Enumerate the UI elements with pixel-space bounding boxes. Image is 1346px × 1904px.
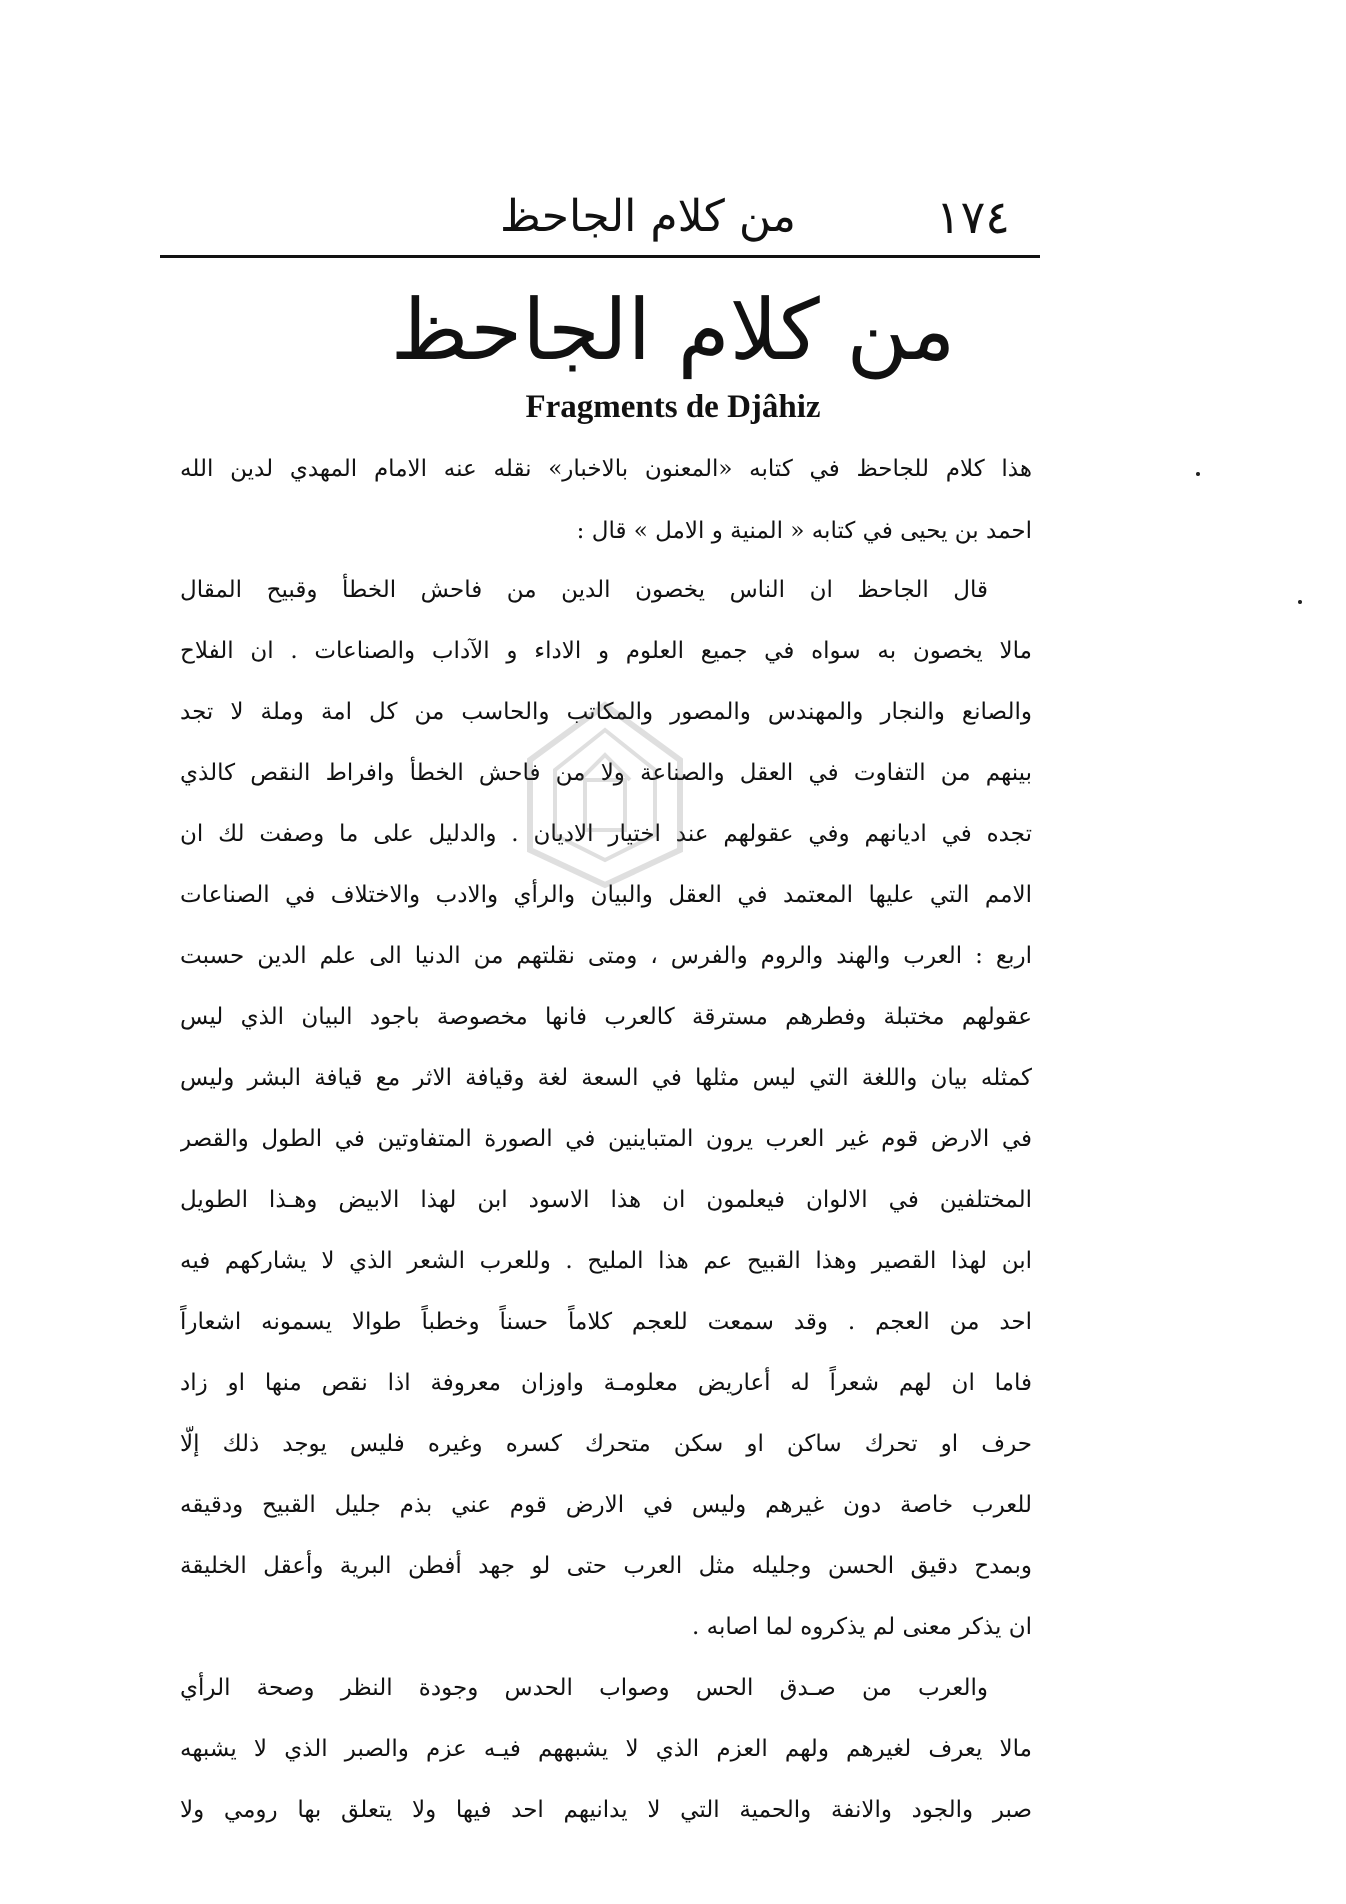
- body-line: ان يذكر معنى لم يذكروه لما اصابه .: [692, 1614, 1032, 1640]
- body-line: كمثله بيان واللغة التي ليس مثلها في السعة لغة وقيافة الاثر مع قيافة البشر وليس: [180, 1065, 1032, 1091]
- stray-mark: [1196, 472, 1200, 476]
- header-rule: [160, 255, 1040, 258]
- body-line: حرف او تحرك ساكن او سكن متحرك كسره وغيره فليس يوجد ذلك إلّا: [180, 1431, 1032, 1457]
- page-number: ١٧٤: [935, 190, 1010, 244]
- body-line: فاما ان لهم شعراً له أعاريض معلومـة واوزان معروفة اذا نقص منها او زاد: [180, 1370, 1032, 1396]
- body-line: قال الجاحظ ان الناس يخصون الدين من فاحش الخطأ وقبيح المقال: [180, 577, 988, 603]
- body-line: المختلفين في الالوان فيعلمون ان هذا الاسود ابن لهذا الابيض وهـذا الطويل: [180, 1187, 1032, 1213]
- body-line: مالا يعرف لغيرهم ولهم العزم الذي لا يشبههم فيـه عزم والصبر الذي لا يشبهه: [180, 1736, 1032, 1762]
- stray-mark: [1298, 600, 1302, 604]
- running-title: من كلام الجاحظ: [500, 191, 796, 242]
- running-header: [160, 182, 1040, 252]
- body-line: الامم التي عليها المعتمد في العقل والبيان والرأي والادب والاختلاف في الصناعات: [180, 882, 1032, 908]
- chapter-title-arabic: من كلام الجاحظ: [390, 281, 956, 379]
- body-line: والعرب من صـدق الحس وصواب الحدس وجودة النظر وصحة الرأي: [180, 1675, 988, 1701]
- body-line: عقولهم مختبلة وفطرهم مسترقة كالعرب فانها مخصوصة باجود البيان الذي ليس: [180, 1004, 1032, 1030]
- body-line: ابن لهذا القصير وهذا القبيح عم هذا المليح . وللعرب الشعر الذي لا يشاركهم فيه: [180, 1248, 1032, 1274]
- body-line: صبر والجود والانفة والحمية التي لا يدانيهم احد فيها ولا يتعلق بها رومي ولا: [180, 1797, 1032, 1823]
- intro-line: احمد بن يحيى في كتابه « المنية و الامل » قال :: [576, 518, 1032, 544]
- body-line: للعرب خاصة دون غيرهم وليس في الارض قوم عني بذم جليل القبيح ودقيقه: [180, 1492, 1032, 1518]
- body-line: والصانع والنجار والمهندس والمصور والمكاتب والحاسب من كل امة وملة لا تجد: [180, 699, 1032, 725]
- intro-line: هذا كلام للجاحظ في كتابه «المعنون بالاخبار» نقله عنه الامام المهدي لدين الله: [180, 456, 1032, 482]
- library-watermark-icon: [520, 700, 690, 890]
- body-line: تجده في اديانهم وفي عقولهم عند اختيار الاديان . والدليل على ما وصفت لك ان: [180, 821, 1032, 847]
- body-line: اربع : العرب والهند والروم والفرس ، ومتى نقلتهم من الدنيا الى علم الدين حسبت: [180, 943, 1032, 969]
- body-line: في الارض قوم غير العرب يرون المتباينين في الصورة المتفاوتين في الطول والقصر: [180, 1126, 1032, 1152]
- body-line: مالا يخصون به سواه في جميع العلوم و الاداء و الآداب والصناعات . ان الفلاح: [180, 638, 1032, 664]
- intro-paragraph: [180, 438, 1032, 562]
- chapter-title-french: Fragments de Djâhiz: [525, 389, 821, 425]
- body-line: احد من العجم . وقد سمعت للعجم كلاماً حسناً وخطباً طوالا يسمونه اشعاراً: [180, 1309, 1032, 1335]
- body-line: بينهم من التفاوت في العقل والصناعة ولا من فاحش الخطأ وافراط النقص كالذي: [180, 760, 1032, 786]
- body-line: وبمدح دقيق الحسن وجليله مثل العرب حتى لو جهد أفطن البرية وأعقل الخليقة: [180, 1553, 1032, 1579]
